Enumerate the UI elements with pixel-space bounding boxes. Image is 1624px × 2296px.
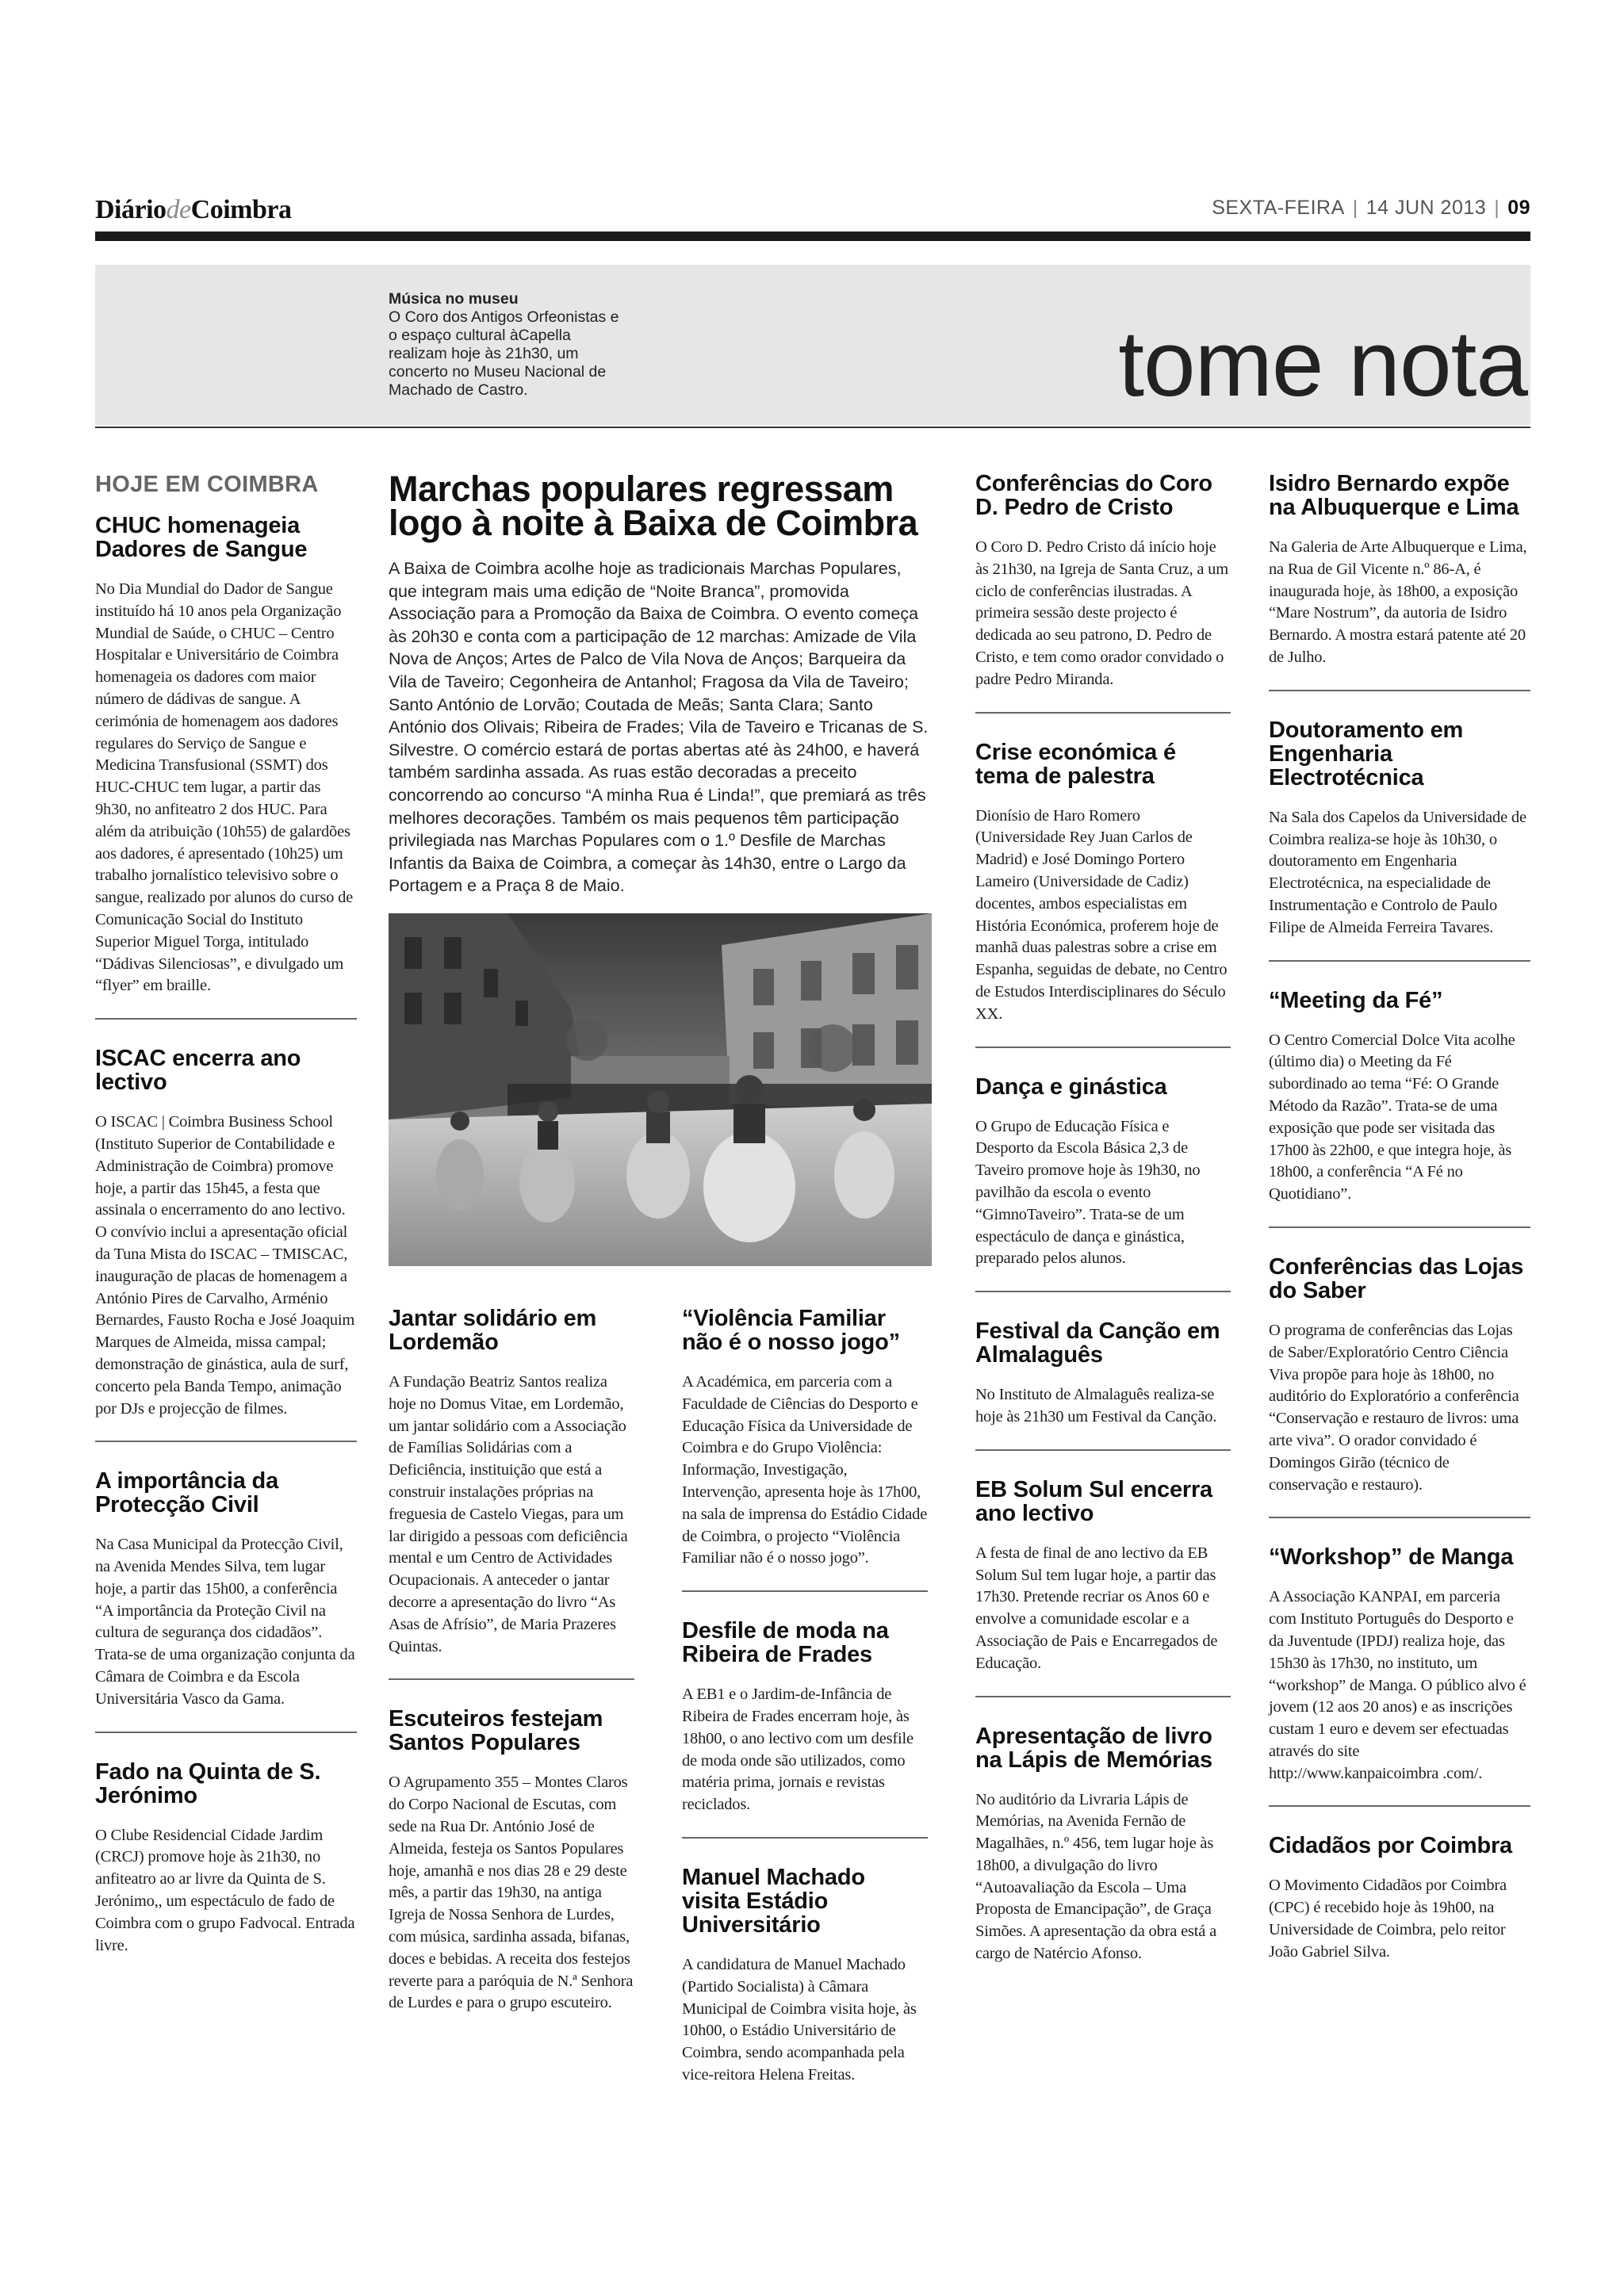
page-number: 09 <box>1507 197 1530 219</box>
story-headline: A importância da Protecção Civil <box>95 1468 278 1518</box>
story-headline: “Workshop” de Manga <box>1269 1544 1514 1571</box>
story <box>1269 1545 1530 1805</box>
weekday: SEXTA-FEIRA <box>1212 197 1345 219</box>
story-divider <box>1269 1226 1530 1228</box>
story-body: O ISCAC | Coimbra Business School (Instituto Superior de Contabilidade e Administração de Coimbra) promove hoje, a partir das 15h45, a festa que assinala o encerramento do ano lectivo. O convívio inclui a apresentação oficial da Tuna Mista do ISCAC – TMISCAC, inauguração de placas de homenagem a António Pires de Carvalho, Arménio Bernardes, Fausto Rocha e José Joaquim Marques de Almeida, missa campal; demonstração de ginástica, aula de surf, concerto pela Banda Tempo, animação por DJs e projecção de filmes. <box>95 1113 355 1418</box>
story-headline: “Meeting da Fé” <box>1269 987 1443 1013</box>
column-3 <box>975 472 1231 1986</box>
story-divider <box>95 1441 357 1442</box>
story-divider <box>389 1678 634 1680</box>
story-headline: Conferências das Lojas do Saber <box>1269 1253 1524 1303</box>
story-divider <box>1269 1805 1530 1807</box>
story-body: O Grupo de Educação Física e Desporto da Escola Básica 2,3 de Taveiro promove hoje às 19h30, no pavilhão da escola o evento “GimnoTaveiro”. Trata-se de um espectáculo de dança e ginástica, preparado pelos alunos. <box>975 1117 1201 1268</box>
story-body: Na Casa Municipal da Protecção Civil, na Avenida Mendes Silva, tem lugar hoje, a partir das 15h00, a conferência “A importância da Proteção Civil na cultura de segurança dos cidadãos”. Trata-se de uma organização conjunta da Câmara de Coimbra e da Escola Universitária Vasco da Gama. <box>95 1536 355 1708</box>
story-body: O Centro Comercial Dolce Vita acolhe (último dia) o Meeting da Fé subordinado ao tema “Fé: O Grande Método da Razão”. Trata-se de uma exposição que pode ser visitada das 17h00 às 22h00, e que integra hoje, às 18h00, a conferência “A Fé no Quotidiano”. <box>1269 1031 1515 1203</box>
story <box>975 1075 1231 1292</box>
story-divider <box>682 1590 928 1592</box>
story-body: O Coro D. Pedro Cristo dá início hoje às 21h30, na Igreja de Santa Cruz, a um ciclo de conferências ilustradas. A primeira sessão deste projecto é dedicada ao seu patrono, D. Pedro de Cristo, e tem como orador convidado o padre Pedro Miranda. <box>975 538 1228 688</box>
story-divider <box>975 712 1231 714</box>
dateline: SEXTA-FEIRA | 14 JUN 2013 | 09 <box>1212 197 1530 219</box>
column-4 <box>1269 472 1530 1984</box>
story-headline: Cidadãos por Coimbra <box>1269 1833 1512 1859</box>
story-divider <box>975 1696 1231 1697</box>
story-divider <box>95 1018 357 1020</box>
column-2b <box>682 1307 928 2107</box>
story <box>95 1047 357 1441</box>
story-divider <box>95 1732 357 1733</box>
story <box>1269 472 1530 690</box>
story-divider <box>975 1047 1231 1048</box>
story-body: Dionísio de Haro Romero (Universidade Rey Juan Carlos de Madrid) e José Domingo Portero Lameiro (Universidade de Cadiz) docentes, ambos especialistas em História Económica, proferem hoje de manhã duas palestras sobre a crise em Espanha, seguidas de debate, no Centro de Estudos Interdisciplinares do Século XX. <box>975 806 1228 1023</box>
story <box>95 514 357 1018</box>
lead-body: A Baixa de Coimbra acolhe hoje as tradicionais Marchas Populares, que integram mais uma edição de “Noite Branca”, promovida Associação para a Promoção da Baixa de Coimbra. O evento começa às 20h30 e conta com a participação de 12 marchas: Amizade de Vila Nova de Anços; Artes de Palco de Vila Nova de Anços; Barqueira da Vila de Taveiro; Cegonheira de Antanhol; Fragosa da Vila de Taveiro; Santo António de Lorvão; Coutada de Meãs; Santa Clara; Santo António dos Olivais; Ribeira de Frades; Vila de Taveiro e Tricanas de S. Silvestre. O comércio estará de portas abertas até às 24h00, e haverá também sardinha assada. As ruas estão decoradas a preceito concorrendo ao concurso “A minha Rua é Linda!”, que premiará as três melhores decorações. Também os mais pequenos têm participação privilegiada nas Marchas Populares com o 1.º Desfile de Marchas Infantis da Baixa de Coimbra, a começar às 14h30, entre o Largo da Portagem e a Praça 8 de Maio. <box>389 559 929 896</box>
story-headline: Fado na Quinta de S. Jerónimo <box>95 1758 321 1808</box>
story-headline: ISCAC encerra ano lectivo <box>95 1046 301 1096</box>
story-headline: Dança e ginástica <box>975 1073 1167 1100</box>
column-1 <box>95 472 357 1977</box>
story <box>975 1478 1231 1696</box>
column-kicker: HOJE EM COIMBRA <box>95 472 319 497</box>
story-headline: Festival da Canção em Almalaguês <box>975 1318 1220 1368</box>
story <box>389 1707 634 2035</box>
story-body: O Movimento Cidadãos por Coimbra (CPC) é recebido hoje às 19h00, na Universidade de Coimbra, pelo reitor João Gabriel Silva. <box>1269 1877 1507 1961</box>
story-body: A Fundação Beatriz Santos realiza hoje no Domus Vitae, em Lordemão, um jantar solidário com a Associação de Famílias Solidárias com a Deficiência, instituição que está a construir instalações próprias na freguesia de Castelo Viegas, para um lar dirigido a pessoas com deficiência mental e um Centro de Actividades Ocupacionais. A anteceder o jantar decorre a apresentação do livro “As Asas de Afrísio”, de Maria Prazeres Quintas. <box>389 1373 628 1655</box>
masthead-word-diario: Diário <box>95 195 167 224</box>
story <box>682 1619 928 1837</box>
story-body: O Agrupamento 355 – Montes Claros do Corpo Nacional de Escutas, com sede na Rua Dr. António José de Almeida, festeja os Santos Populares hoje, amanhã e nos dias 28 e 29 deste mês, a partir das 19h30, na antiga Igreja de Nossa Senhora de Lurdes, com música, sardinha assada, bifanas, doces e bebidas. A receita dos festejos reverte para a paróquia de N.ª Senhora de Lurdes e para o grupo escuteiro. <box>389 1774 634 2012</box>
story-divider <box>975 1449 1231 1451</box>
story-headline: “Violência Familiar não é o nosso jogo” <box>682 1306 900 1355</box>
lead-photo <box>389 913 932 1266</box>
story-headline: Desfile de moda na Ribeira de Frades <box>682 1618 889 1668</box>
issue-date: 14 JUN 2013 <box>1365 197 1487 219</box>
story <box>1269 1255 1530 1517</box>
brief-box <box>389 290 626 400</box>
story <box>95 1469 357 1731</box>
brief-title: Música no museu <box>389 290 519 308</box>
story-headline: Crise económica é tema de palestra <box>975 739 1176 789</box>
story-divider <box>975 1291 1231 1292</box>
story-divider <box>1269 960 1530 962</box>
header-rule <box>95 232 1530 241</box>
brief-text: O Coro dos Antigos Orfeonistas e o espaço cultural àCapella realizam hoje às 21h30, um concerto no Museu Nacional de Machado de Castro. <box>389 308 619 399</box>
story-body: A Académica, em parceria com a Faculdade de Ciências do Desporto e Educação Física da Universidade de Coimbra e do Grupo Violência: Informação, Investigação, Intervenção, apresenta hoje às 17h00, na sala de imprensa do Estádio Cidade de Coimbra, o projecto “Violência Familiar não é o nosso jogo”. <box>682 1373 928 1567</box>
story <box>1269 989 1530 1226</box>
story-headline: EB Solum Sul encerra ano lectivo <box>975 1476 1212 1526</box>
story-headline: Isidro Bernardo expõe na Albuquerque e Lima <box>1269 471 1519 520</box>
story <box>682 1307 928 1590</box>
story-body: O Clube Residencial Cidade Jardim (CRCJ) promove hoje às 21h30, no anfiteatro ao ar livre da Quinta de S. Jerónimo,, um espectáculo de fado de Coimbra com o grupo Fadvocal. Entrada livre. <box>95 1826 355 1954</box>
story <box>389 1307 634 1678</box>
story-body: A EB1 e o Jardim-de-Infância de Ribeira de Frades encerram hoje, às 18h00, o ano lectivo com um desfile de moda onde são utilizados, como matéria prima, jornais e revistas reciclados. <box>682 1686 914 1814</box>
story-headline: CHUC homenageia Dadores de Sangue <box>95 513 308 562</box>
story <box>95 1760 357 1978</box>
story-headline: Apresentação de livro na Lápis de Memórias <box>975 1723 1212 1773</box>
story <box>975 740 1231 1047</box>
masthead-word-coimbra: Coimbra <box>190 195 292 224</box>
story <box>975 1319 1231 1449</box>
story <box>975 1724 1231 1986</box>
story <box>1269 1834 1530 1984</box>
story-body: No Dia Mundial do Dador de Sangue instituído há 10 anos pela Organização Mundial de Saúde, o CHUC – Centro Hospitalar e Universitário de Coimbra homenageia os dadores com maior número de dádivas de sangue. A cerimónia de homenagem aos dadores regulares do Serviço de Sangue e Medicina Transfusional (SSMT) dos HUC-CHUC tem lugar, a partir das 9h30, no anfiteatro 2 dos HUC. Para além da atribuição (10h55) de galardões aos dadores, é apresentado (10h25) um trabalho jornalístico televisivo sobre o sangue, realizado por alunos do curso de Comunicação Social do Instituto Superior Miguel Torga, intitulado “Dádivas Silenciosas”, e divulgado um “flyer” em braille. <box>95 580 354 995</box>
story-headline: Jantar solidário em Lordemão <box>389 1306 597 1355</box>
story-body: A candidatura de Manuel Machado (Partido Socialista) à Câmara Municipal de Coimbra visita hoje, às 10h00, o Estádio Universitário de Coimbra, sendo acompanhada pela vice-reitora Helena Freitas. <box>682 1955 917 2084</box>
story-body: No auditório da Livraria Lápis de Memórias, na Avenida Fernão de Magalhães, n.º 456, tem lugar hoje às 18h00, a divulgação do livro “Autoavaliação da Escola – Uma Proposta de Emancipação”, de Graça Simões. A apresentação da obra está a cargo de Natércio Afonso. <box>975 1790 1216 1963</box>
band-rule <box>95 427 1530 428</box>
story-body: A festa de final de ano lectivo da EB Solum Sul tem lugar hoje, a partir das 17h30. Pretende recriar os Anos 60 e envolve a comunidade escolar e a Associação de Pais e Encarregados de Educação. <box>975 1544 1218 1672</box>
story-headline: Manuel Machado visita Estádio Universitário <box>682 1864 865 1938</box>
story-headline: Conferências do Coro D. Pedro de Cristo <box>975 471 1212 520</box>
story-body: Na Sala dos Capelos da Universidade de Coimbra realiza-se hoje às 10h30, o doutoramento em Engenharia Electrotécnica, na especialidade de Instrumentação e Controlo de Paulo Filipe de Almeida Ferreira Tavares. <box>1269 808 1526 936</box>
story-body: O programa de conferências das Lojas de Saber/Exploratório Centro Ciência Viva propõe para hoje às 18h00, no auditório do Exploratório a conferência “Conservação e restauro de livros: uma arte viva”. O orador convidado é Domingos Girão (técnico de conservação e restauro). <box>1269 1321 1519 1494</box>
story-body: No Instituto de Almalaguês realiza-se hoje às 21h30 um Festival da Canção. <box>975 1386 1217 1425</box>
story-headline: Doutoramento em Engenharia Electrotécnica <box>1269 717 1464 790</box>
story-body: Na Galeria de Arte Albuquerque e Lima, na Rua de Gil Vicente n.º 86-A, é inaugurada hoje, às 18h00, a exposição “Mare Nostrum”, da autoria de Isidro Bernardo. A mostra estará patente até 20 de Julho. <box>1269 538 1527 666</box>
lead-story <box>389 469 932 897</box>
section-title: tome nota <box>1118 312 1527 416</box>
story-body: A Associação KANPAI, em parceria com Instituto Português do Desporto e da Juventude (IPDJ) realiza hoje, das 15h30 às 17h30, no instituto, um “workshop” de Manga. O público alvo é jovem (12 aos 20 anos) e as inscrições custam 1 euro e devem ser efectuadas através do site http://www.kanpaicoimbra .com/. <box>1269 1588 1526 1782</box>
story-divider <box>1269 1517 1530 1518</box>
story-divider <box>1269 690 1530 691</box>
masthead-word-de: de <box>166 195 191 224</box>
lead-headline: Marchas populares regressam logo à noite à Baixa de Coimbra <box>389 469 918 543</box>
story <box>1269 718 1530 960</box>
story <box>975 472 1231 712</box>
masthead-logo <box>95 195 291 225</box>
column-2a <box>389 1307 634 2035</box>
story-headline: Escuteiros festejam Santos Populares <box>389 1706 603 1756</box>
story-divider <box>682 1837 928 1839</box>
story <box>682 1866 928 2107</box>
